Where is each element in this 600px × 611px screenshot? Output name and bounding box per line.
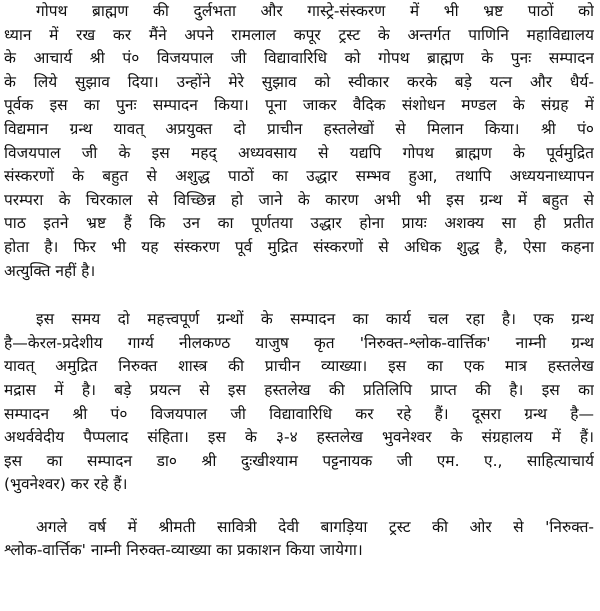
- text-line: इस का सम्पादन डा० श्री दुःखीश्याम पट्टनायक जी एम. ए., साहित्याचार्य: [4, 451, 594, 470]
- paragraph-next-year: [4, 516, 594, 563]
- text-line: (भुवनेश्वर) कर रहे हैं।: [4, 475, 128, 494]
- text-line: श्लोक-वार्त्तिक' नाम्नी निरुक्त-व्याख्या का प्रकाशन किया जायेगा।: [4, 541, 363, 560]
- text-line: संस्करणों के बहुत से अशुद्ध पाठों का उद्धार सम्भव हुआ, तथापि अध्ययनाध्यापन: [4, 167, 594, 186]
- text-line: गोपथ ब्राह्मण की दुर्लभता और गास्ट्रे-संस्करण में भी भ्रष्ट पाठों को: [36, 2, 594, 20]
- text-line: है—केरल-प्रदेशीय गार्ग्य नीलकण्ठ याजुष कृत 'निरुक्त-श्लोक-वार्त्तिक' नाम्नी ग्रन्थ: [4, 333, 594, 352]
- paragraph-gopatha-brahmana: [4, 0, 594, 283]
- text-line: अगले वर्ष में श्रीमती सावित्री देवी बागड़िया ट्रस्ट की ओर से 'निरुक्त-: [36, 517, 594, 536]
- text-line: के आचार्य श्री पं० विजयपाल जी विद्यावारिधि को गोपथ ब्राह्मण के पुनः सम्पादन: [4, 49, 594, 68]
- text-line: इस समय दो महत्त्वपूर्ण ग्रन्थों के सम्पादन का कार्य चल रहा है। एक ग्रन्थ: [36, 310, 594, 329]
- text-line: पाठ इतने भ्रष्ट हैं कि उन का पूर्णतया उद्धार होना प्रायः अशक्य सा ही प्रतीत: [4, 214, 594, 233]
- paragraph-spacer: [4, 497, 594, 516]
- text-line: ध्यान में रख कर मैंने अपने रामलाल कपूर ट्रस्ट के अन्तर्गत पाणिनि महाविद्यालय: [4, 25, 594, 44]
- text-line: यावत् अमुद्रित निरुक्त शास्त्र की प्राचीन व्याख्या। इस का एक मात्र हस्तलेख: [4, 357, 594, 376]
- text-line: विद्यमान ग्रन्थ यावत् अप्रयुक्त दो प्राचीन हस्तलेखों से मिलान किया। श्री पं०: [4, 119, 594, 138]
- text-line: के लिये सुझाव दिया। उन्होंने मेरे सुझाव को स्वीकार करके बड़े यत्न और धैर्य-: [4, 72, 594, 91]
- text-line: अथर्ववेदीय पैप्पलाद संहिता। इस के ३-४ हस्तलेख भुवनेश्वर के संग्रहालय में हैं।: [4, 428, 594, 447]
- text-line: अत्युक्ति नहीं है।: [4, 261, 96, 280]
- paragraph-spacer: [4, 283, 594, 308]
- text-line: होता है। फिर भी यह संस्करण पूर्व मुद्रित संस्करणों से अधिक शुद्ध है, ऐसा कहना: [4, 237, 594, 256]
- paragraph-current-editions: [4, 308, 594, 497]
- text-line: पूर्वक इस का पुनः सम्पादन किया। पूना जाकर वैदिक संशोधन मण्डल के संग्रह में: [4, 96, 594, 115]
- text-line: सम्पादन श्री पं० विजयपाल जी विद्यावारिधि कर रहे हैं। दूसरा ग्रन्थ है—: [4, 404, 594, 423]
- text-line: परम्परा के चिरकाल से विच्छिन्न हो जाने के कारण अभी भी इस ग्रन्थ में बहुत से: [4, 190, 594, 209]
- text-line: मद्रास में है। बड़े प्रयत्न से इस हस्तलेख की प्रतिलिपि प्राप्त की है। इस का: [4, 380, 594, 399]
- text-line: विजयपाल जी के इस महद् अध्यवसाय से यद्यपि गोपथ ब्राह्मण के पूर्वमुद्रित: [4, 143, 594, 162]
